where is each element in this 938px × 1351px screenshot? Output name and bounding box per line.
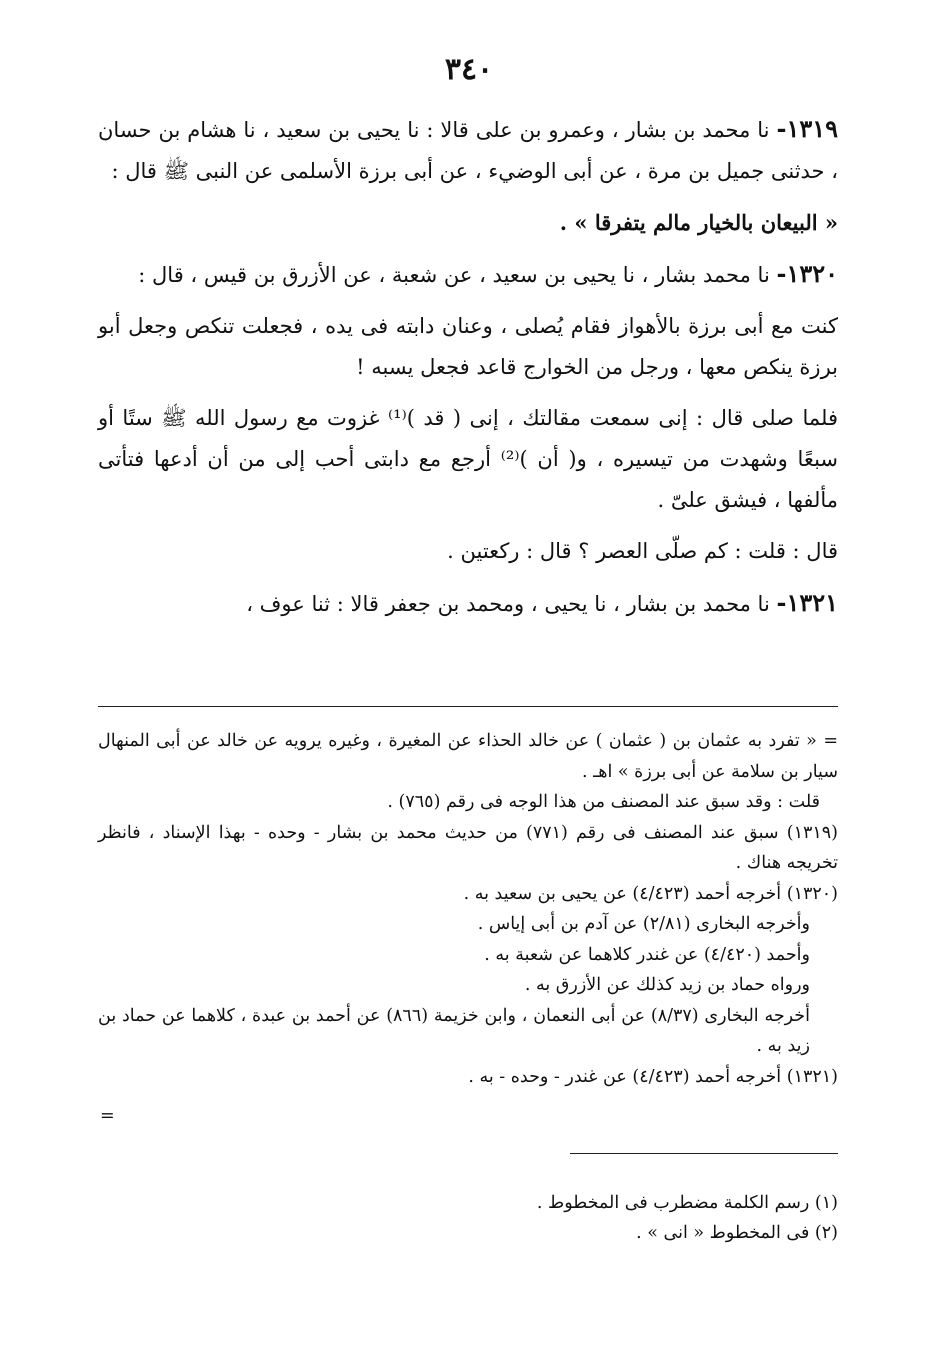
note-line: أخرجه البخارى (٨/٣٧) عن أبى النعمان ، وابن خزيمة (٨٦٦) عن أحمد بن عبدة ، كلاهما عن حماد بن زيد به . bbox=[98, 1005, 810, 1056]
main-text bbox=[98, 108, 838, 635]
notes-divider bbox=[98, 706, 838, 707]
hadith-number-1321: ١٣٢١- bbox=[776, 588, 838, 617]
hadith-number-1319: ١٣١٩- bbox=[776, 114, 838, 143]
note-line: = « تفرد به عثمان بن ( عثمان ) عن خالد الحذاء عن المغيرة ، وغيره يرويه عن خالد عن أبى المنهال سيار بن سلامة عن أبى برزة » اهـ . bbox=[98, 731, 838, 782]
footnotes bbox=[98, 1188, 838, 1248]
hadith-1321 bbox=[98, 582, 838, 625]
hadith-number-1320: ١٣٢٠- bbox=[776, 259, 838, 288]
page-number: ٣٤٠ bbox=[444, 52, 494, 87]
hadith-1319-matn: « البيعان بالخيار مالم يتفرقا » . bbox=[559, 210, 838, 235]
note-line: وأحمد (٤/٤٢٠) عن غندر كلاهما عن شعبة به . bbox=[484, 944, 810, 965]
hadith-1320-paragraph-3: قال : قلت : كم صلّى العصر ؟ قال : ركعتين . bbox=[447, 539, 838, 563]
hadith-1321-isnad: نا محمد بن بشار ، نا يحيى ، ومحمد بن جعفر قالا : ثنا عوف ، bbox=[246, 592, 777, 616]
note-line: ورواه حماد بن زيد كذلك عن الأزرق به . bbox=[524, 975, 810, 995]
hadith-1319-isnad: نا محمد بن بشار ، وعمرو بن على قالا : نا يحيى بن سعيد ، نا هشام بن حسان ، حدثنى جميل بن مرة ، عن أبى الوضيء ، عن أبى برزة الأسلمى عن النبى ﷺ قال : bbox=[98, 118, 838, 183]
hadith-1319 bbox=[98, 108, 838, 192]
note-line: (١٣٢٠) أخرجه أحمد (٤/٤٢٣) عن يحيى بن سعيد به . bbox=[463, 883, 838, 904]
hadith-1320-paragraph-1: كنت مع أبى برزة بالأهواز فقام يُصلى ، وعنان دابته فى يده ، فجعلت تنكص وجعل أبو برزة ينكص معها ، ورجل من الخوارج قاعد فجعل يسبه ! bbox=[98, 314, 838, 379]
footnote: (٢) فى المخطوط « انى » . bbox=[636, 1223, 838, 1243]
continuation-mark: = bbox=[100, 1106, 115, 1126]
note-line: (١٣٢١) أخرجه أحمد (٤/٤٢٣) عن غندر - وحده - به . bbox=[468, 1066, 838, 1087]
footnote: (١) رسم الكلمة مضطرب فى المخطوط . bbox=[536, 1193, 838, 1213]
note-line: قلت : وقد سبق عند المصنف من هذا الوجه فى رقم (٧٦٥) . bbox=[387, 792, 820, 812]
note-line: (١٣١٩) سبق عند المصنف فى رقم (٧٧١) من حديث محمد بن بشار - وحده - بهذا الإسناد ، فانظر تخريجه هناك . bbox=[98, 822, 838, 873]
hadith-1320 bbox=[98, 253, 838, 296]
footnotes-divider bbox=[570, 1153, 838, 1154]
note-line: وأخرجه البخارى (٢/٨١) عن آدم بن أبى إياس . bbox=[477, 914, 810, 934]
takhrij-notes bbox=[98, 726, 838, 1092]
hadith-1320-paragraph-2: فلما صلى قال : إنى سمعت مقالتك ، إنى ( قد )⁽¹⁾ غزوت مع رسول الله ﷺ ستًا أو سبعًا وشهدت من تيسيره ، و( أن )⁽²⁾ أرجع مع دابتى أحب إلى من أن أدعها فتأتى مألفها ، فيشق علىّ . bbox=[98, 406, 838, 512]
hadith-1320-isnad: نا محمد بشار ، نا يحيى بن سعيد ، عن شعبة ، عن الأزرق بن قيس ، قال : bbox=[138, 263, 777, 287]
